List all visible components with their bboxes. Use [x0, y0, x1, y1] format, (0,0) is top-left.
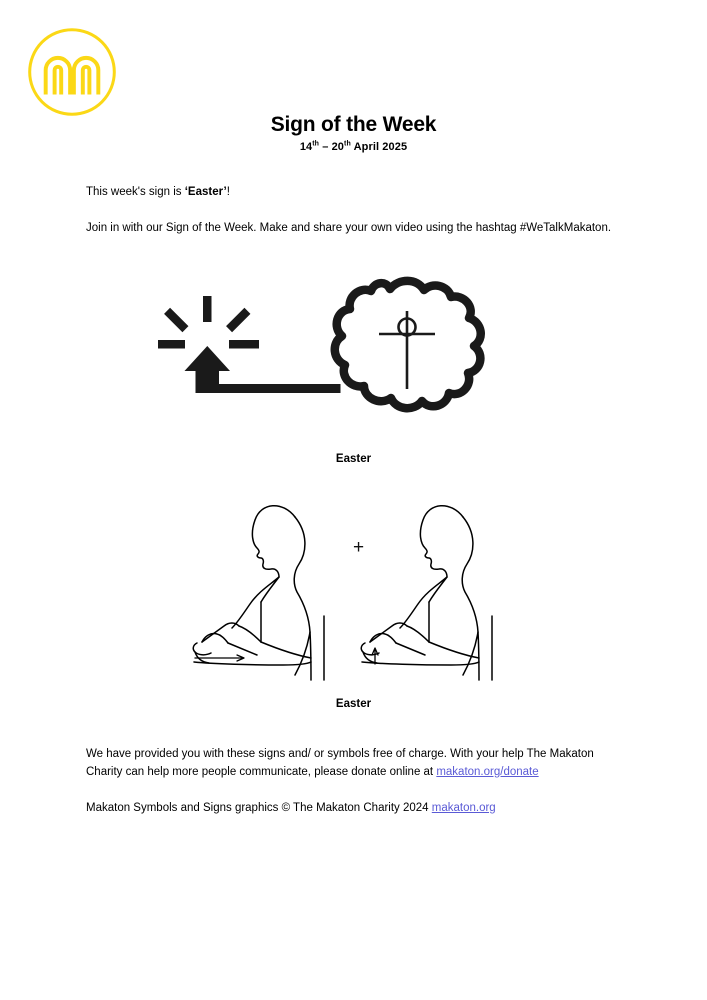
date-start-suffix: th: [312, 140, 320, 148]
date-month-year: April 2025: [350, 141, 408, 154]
sign-word: ‘Easter’: [184, 186, 227, 198]
donation-text: We have provided you with these signs and/ or symbols free of charge. With your help The Makaton Charity can help more people communicate, please donate online at: [86, 748, 594, 778]
copyright-text: Makaton Symbols and Signs graphics © The Makaton Charity 2024: [86, 801, 432, 814]
donation-paragraph: [86, 746, 626, 782]
date-start-number: 14: [299, 141, 313, 154]
easter-symbol-graphic: [158, 276, 498, 459]
motion-arrow-horizontal-left: [195, 655, 244, 661]
burst-ray-left: [158, 340, 185, 349]
cross-with-circle: [379, 311, 435, 389]
date-range: [0, 141, 707, 153]
easter-sign-illustration: [183, 492, 523, 684]
intro-line-1-suffix: !: [226, 186, 230, 198]
date-end-suffix: th: [344, 140, 351, 148]
donate-link[interactable]: makaton.org/donate: [436, 765, 539, 778]
symbol-caption: Easter: [335, 453, 372, 465]
makaton-org-link[interactable]: makaton.org: [431, 801, 496, 814]
sign-caption: Easter: [335, 698, 372, 710]
burst-ray-upper-right: [226, 308, 250, 332]
footer-text: [86, 746, 626, 817]
page-title: Sign of the Week: [270, 113, 437, 136]
intro-line-2: Join in with our Sign of the Week. Make and share your own video using the hashtag #WeTalkMakaton.: [86, 221, 612, 234]
intro-line-1: [86, 184, 616, 202]
copyright-paragraph: [86, 800, 626, 818]
connector-line: [196, 384, 341, 393]
date-separator: –: [319, 141, 332, 154]
title-block: [0, 113, 707, 153]
burst-ray-top: [203, 296, 212, 322]
makaton-logo: [25, 25, 119, 119]
date-end-number: 20: [331, 141, 345, 154]
figure-right: [361, 506, 492, 680]
arrow-head-up: [185, 346, 231, 380]
burst-ray-upper-left: [164, 308, 188, 332]
burst-ray-right: [229, 340, 259, 349]
plus-connector: +: [353, 537, 365, 558]
intro-text: [86, 184, 616, 238]
intro-line-1-prefix: This week's sign is: [86, 186, 185, 198]
figure-left: [193, 506, 324, 680]
